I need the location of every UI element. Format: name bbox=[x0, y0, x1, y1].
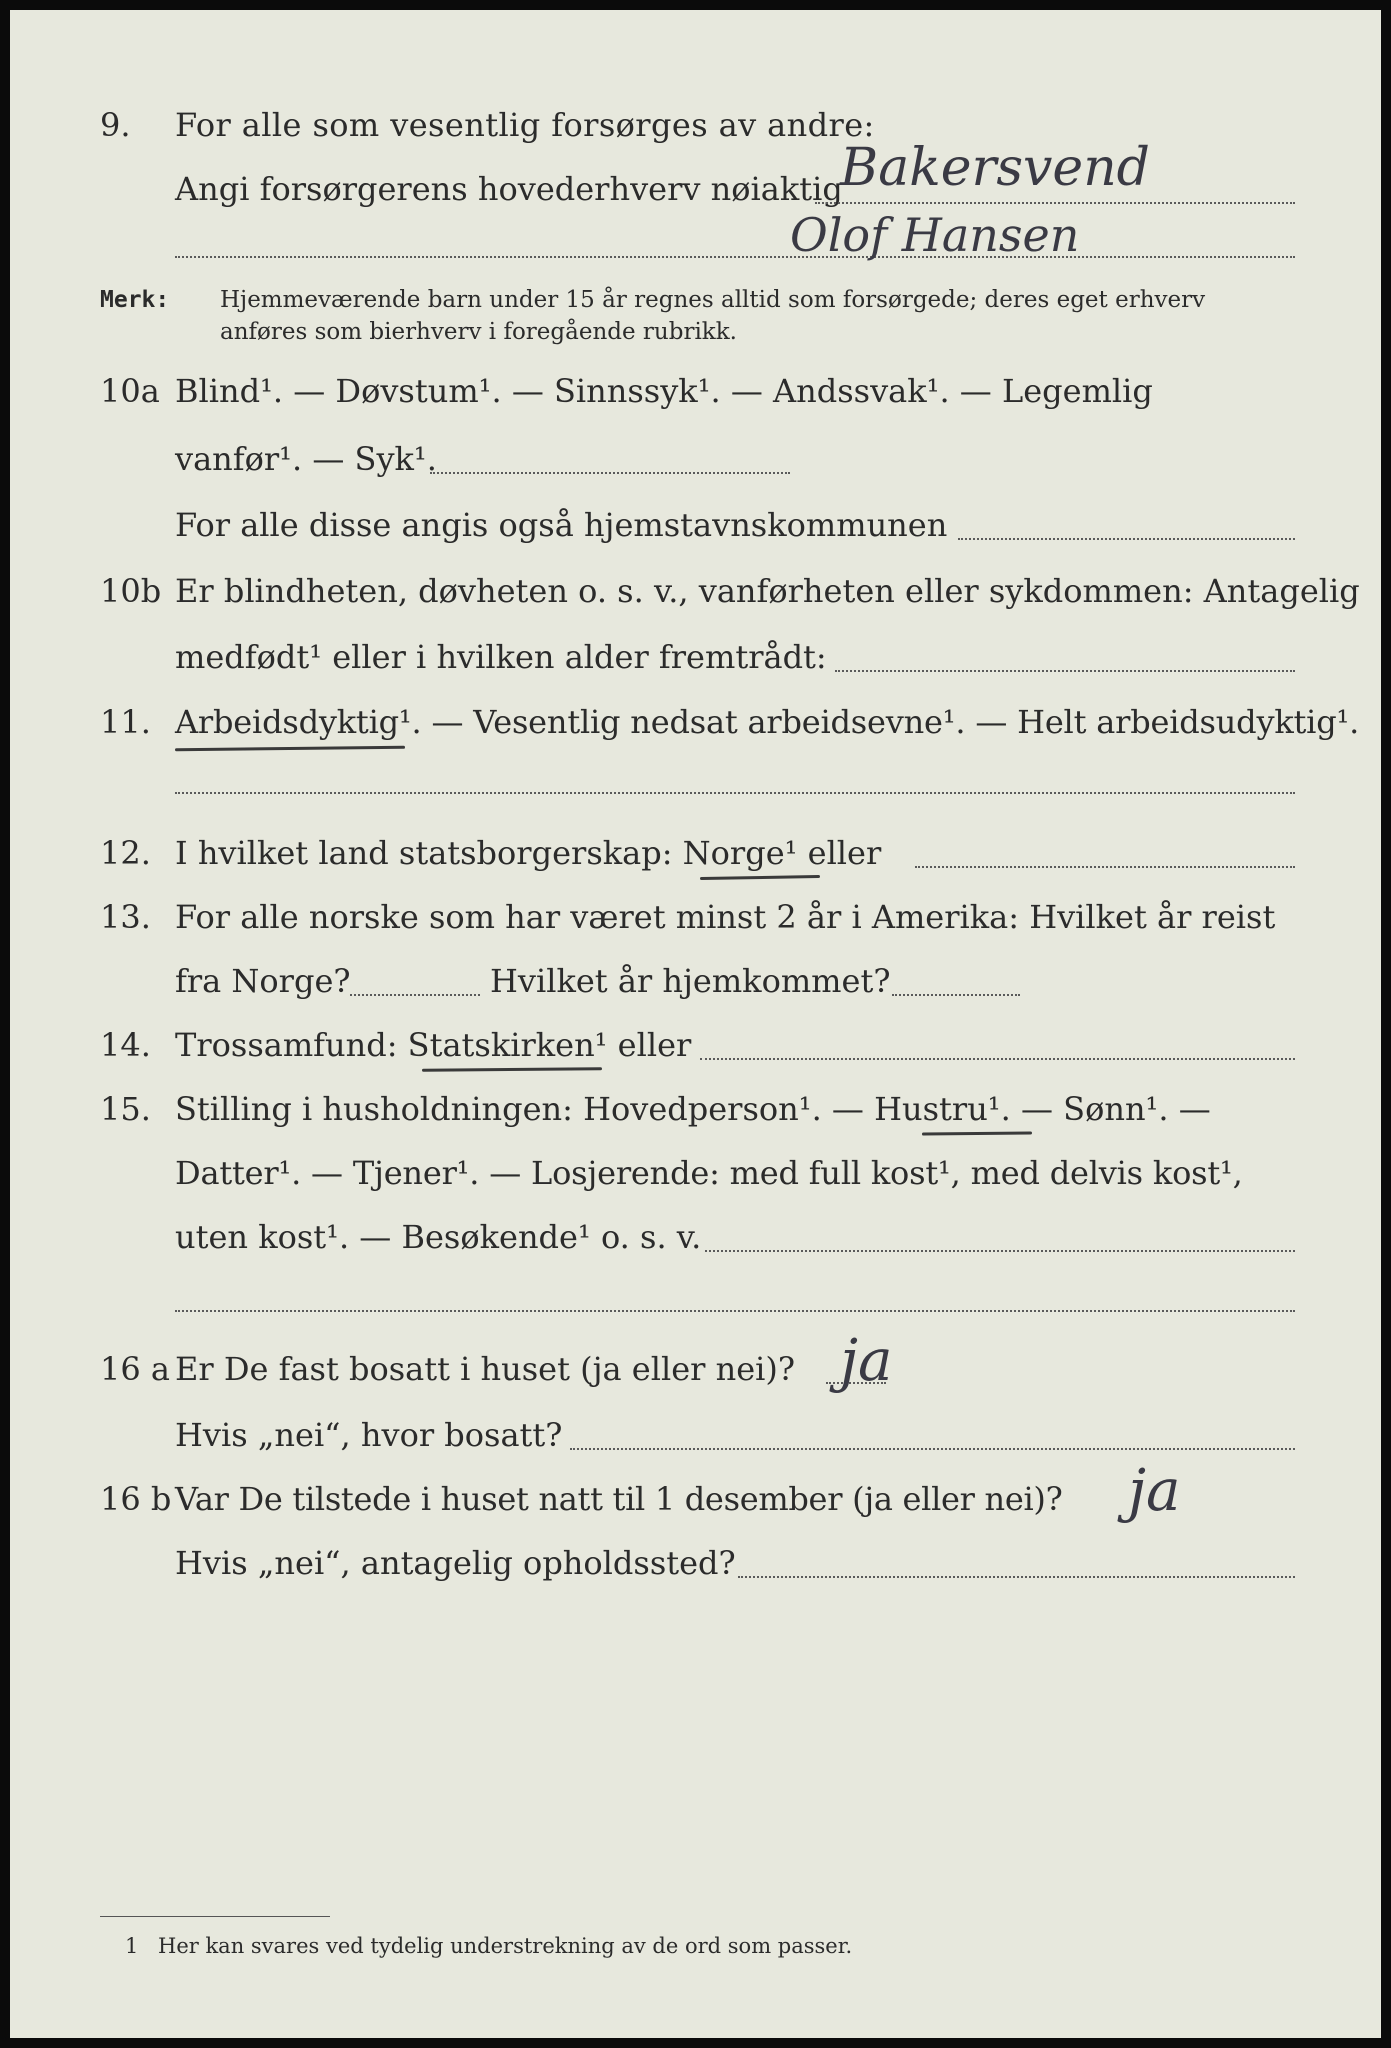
q13-number: 13. bbox=[100, 898, 151, 936]
q16b-text-line1: Var De tilstede i huset natt til 1 desember (ja eller nei)? bbox=[175, 1480, 1063, 1518]
q16a-text-line2: Hvis „nei“, hvor bosatt? bbox=[175, 1416, 563, 1454]
q12-underline-norge bbox=[700, 875, 820, 880]
q15-underline-hustru bbox=[922, 1131, 1032, 1135]
q13-answer-line-return bbox=[892, 994, 1020, 996]
q16a-answer-line2 bbox=[570, 1448, 1295, 1450]
q10a-answer-line-sick bbox=[430, 472, 790, 474]
q15-text-line1: Stilling i husholdningen: Hovedperson¹. — Hustru¹. — Sønn¹. — bbox=[175, 1090, 1211, 1128]
census-form-page bbox=[10, 10, 1381, 2038]
q10a-text-line3: For alle disse angis også hjemstavnskommunen bbox=[175, 506, 948, 544]
q13-text-line2b: Hvilket år hjemkommet? bbox=[490, 962, 891, 1000]
q13-text-line2a: fra Norge? bbox=[175, 962, 351, 1000]
q15-text-line3: uten kost¹. — Besøkende¹ o. s. v. bbox=[175, 1218, 702, 1256]
footnote-mark: 1 bbox=[125, 1934, 139, 1958]
merk-text-line2: anføres som bierhverv i foregående rubrikk. bbox=[220, 319, 737, 345]
q14-answer-line bbox=[700, 1058, 1295, 1060]
q11-number: 11. bbox=[100, 703, 151, 741]
q13-answer-line-departure bbox=[350, 994, 480, 996]
q15-number: 15. bbox=[100, 1090, 151, 1128]
q10b-text-line2: medfødt¹ eller i hvilken alder fremtrådt: bbox=[175, 638, 827, 676]
q10a-number: 10a bbox=[100, 372, 160, 410]
q16b-text-line2: Hvis „nei“, antagelig opholdssted? bbox=[175, 1544, 736, 1582]
q14-underline-statskirken bbox=[422, 1067, 602, 1072]
q9-answer-line2 bbox=[175, 256, 1295, 258]
q15-text-line2: Datter¹. — Tjener¹. — Losjerende: med full kost¹, med delvis kost¹, bbox=[175, 1154, 1243, 1192]
q9-answer-line1 bbox=[815, 202, 1295, 204]
q16b-number: 16 b bbox=[100, 1480, 172, 1518]
merk-label: Merk: bbox=[100, 287, 170, 313]
q10a-text-line2: vanfør¹. — Syk¹. bbox=[175, 440, 437, 478]
q9-text-line1: For alle som vesentlig forsørges av andre: bbox=[175, 106, 875, 144]
footnote-rule bbox=[100, 1916, 330, 1917]
q10a-text-line1: Blind¹. — Døvstum¹. — Sinnssyk¹. — Andssvak¹. — Legemlig bbox=[175, 372, 1153, 410]
q9-answer-occupation: Bakersvend bbox=[840, 138, 1150, 198]
q14-number: 14. bbox=[100, 1026, 151, 1064]
q16a-text-line1: Er De fast bosatt i huset (ja eller nei)? bbox=[175, 1350, 796, 1388]
q12-answer-line bbox=[915, 866, 1295, 868]
q16b-answer-line2 bbox=[738, 1576, 1295, 1578]
q9-number: 9. bbox=[100, 106, 131, 144]
q12-number: 12. bbox=[100, 834, 151, 872]
q11-text-line1: Arbeidsdyktig¹. — Vesentlig nedsat arbeidsevne¹. — Helt arbeidsudyktig¹. bbox=[175, 703, 1360, 741]
q10b-text-line1: Er blindheten, døvheten o. s. v., vanførheten eller sykdommen: Antagelig bbox=[175, 572, 1360, 610]
q9-text-line2: Angi forsørgerens hovederhverv nøiaktig bbox=[175, 170, 843, 208]
q15-answer-line bbox=[705, 1250, 1295, 1252]
q11-answer-line bbox=[175, 792, 1295, 794]
q16a-number: 16 a bbox=[100, 1350, 170, 1388]
merk-text-line1: Hjemmeværende barn under 15 år regnes alltid som forsørgede; deres eget erhverv bbox=[220, 287, 1206, 313]
q12-text-line1: I hvilket land statsborgerskap: Norge¹ eller bbox=[175, 834, 882, 872]
q14-text-line1: Trossamfund: Statskirken¹ eller bbox=[175, 1026, 692, 1064]
q10b-answer-line bbox=[835, 670, 1295, 672]
q13-text-line1: For alle norske som har været minst 2 år i Amerika: Hvilket år reist bbox=[175, 898, 1276, 936]
q10b-number: 10b bbox=[100, 572, 162, 610]
q15-answer-line2 bbox=[175, 1310, 1295, 1312]
q16b-answer: ja bbox=[1128, 1456, 1181, 1524]
footnote-text: Her kan svares ved tydelig understrekning av de ord som passer. bbox=[158, 1934, 853, 1958]
q9-answer-name: Olof Hansen bbox=[790, 208, 1080, 262]
q11-underline-arbeidsdyktig bbox=[175, 746, 405, 751]
q10a-answer-line-municipality bbox=[958, 538, 1295, 540]
q16a-answer: ja bbox=[840, 1326, 893, 1394]
